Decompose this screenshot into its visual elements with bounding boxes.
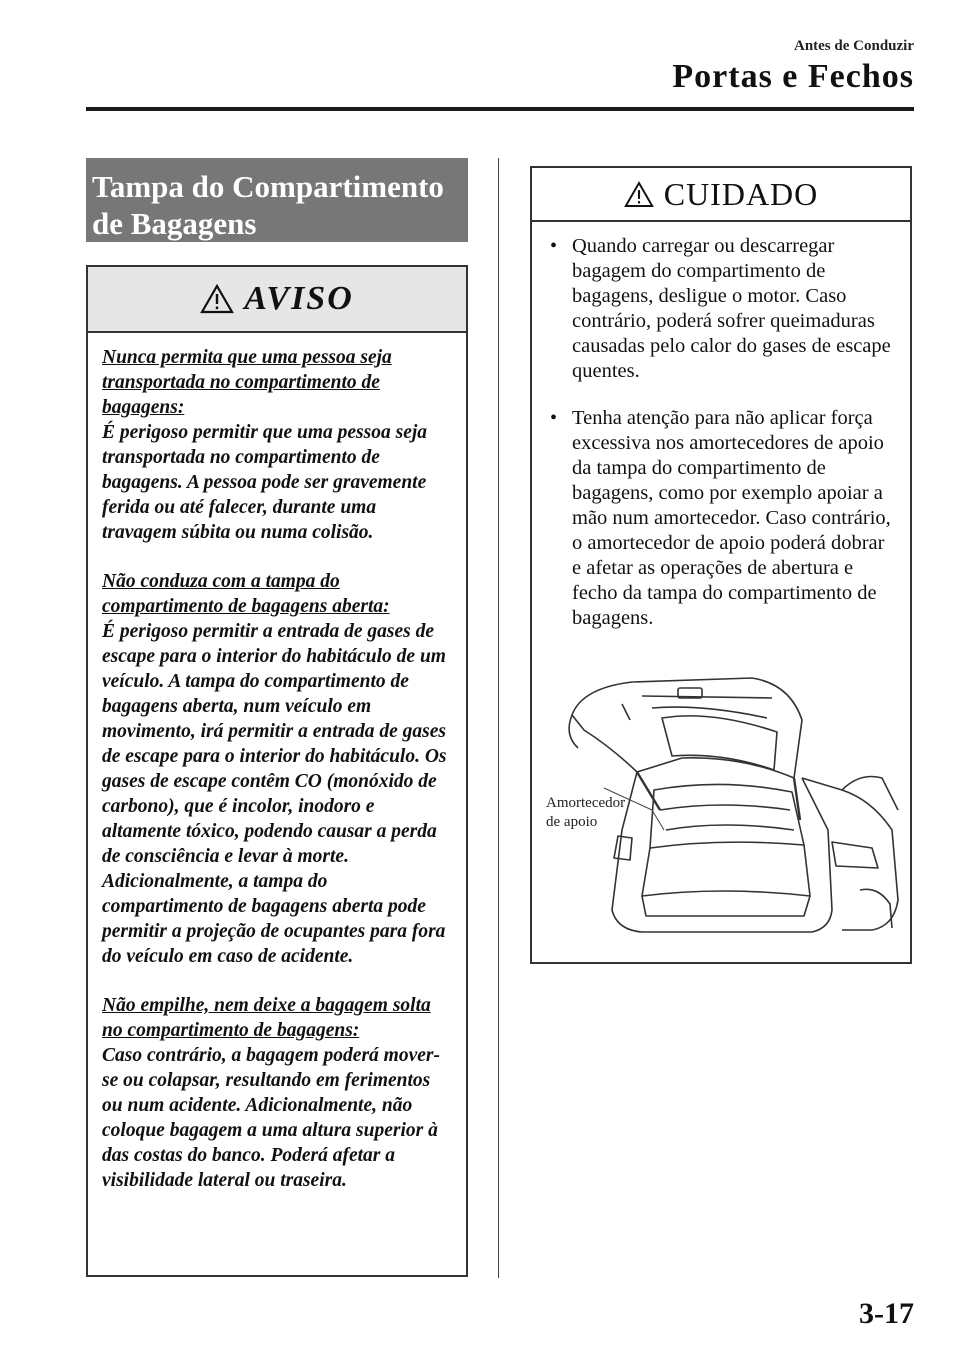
caution-item: [546, 234, 896, 384]
warning-item-text: É perigoso permitir que uma pessoa seja transportada no compartimento de bagagens. A pessoa pode ser gravemente ferida ou até falecer, durante uma travagem súbita ou numa colisão.: [102, 422, 428, 543]
bullet-icon: •: [550, 407, 558, 429]
section-title-line1: Tampa do Compartimento: [92, 169, 444, 204]
warning-item-text: É perigoso permitir a entrada de gases de escape para o interior do habitáculo de um veículo. A tampa do compartimento de bagagens aberta, num veículo em movimento, irá permitir a entrada de gases de escape para o interior do habitáculo. Os gases de escape contêm CO (monóxido de carbono), que é incolor, inodoro e altamente tóxico, podendo causar a perda de consciência e levar à morte. Adicionalmente, a tampa do compartimento de bagagens aberta pode permitir a projeção de ocupantes para fora do veículo em caso de acidente.: [102, 621, 447, 967]
section-title-line2: de Bagagens: [92, 206, 257, 241]
warning-item-heading: Nunca permita que uma pessoa seja transportada no compartimento de bagagens:: [102, 347, 392, 418]
warning-header: [88, 267, 466, 333]
warning-item: [102, 569, 448, 969]
warning-item: [102, 345, 448, 545]
caution-label: CUIDADO: [663, 175, 819, 212]
warning-body: [88, 333, 466, 1193]
section-header: Portas e Fechos: [672, 58, 914, 95]
caution-item: [546, 406, 896, 631]
caution-header: [532, 168, 910, 222]
warning-item-heading: Não conduza com a tampa do compartimento de bagagens aberta:: [102, 571, 390, 617]
warning-label: AVISO: [244, 280, 354, 317]
warning-item-heading: Não empilhe, nem deixe a bagagem solta no compartimento de bagagens:: [102, 995, 431, 1041]
warning-box: [86, 265, 468, 1277]
chapter-header: Antes de Conduzir: [793, 38, 914, 54]
figure-label-line2: de apoio: [546, 814, 598, 830]
caution-body: [532, 222, 910, 631]
warning-item-text: Caso contrário, a bagagem poderá mover-se ou colapsar, resultando em ferimentos ou num acidente. Adicionalmente, não coloque bagagem a uma altura superior à das costas do banco. Poderá afetar a visibilidade lateral ou traseira.: [102, 1045, 440, 1191]
header-rule: [86, 107, 914, 111]
page-number: 3-17: [859, 1297, 914, 1330]
section-title: [86, 158, 468, 242]
caution-item-text: Tenha atenção para não aplicar força excessiva nos amortecedores de apoio da tampa do compartimento de bagagens, como por exemplo apoiar a mão num amortecedor. Caso contrário, o amortecedor de apoio poderá dobrar e afetar as operações de abertura e fecho da tampa do compartimento de bagagens.: [572, 407, 891, 629]
figure-label-line1: Amortecedor: [546, 795, 626, 811]
figure-callout-label: [546, 794, 625, 832]
warning-triangle-icon: [624, 181, 654, 208]
bullet-icon: •: [550, 235, 558, 257]
caution-item-text: Quando carregar ou descarregar bagagem do compartimento de bagagens, desligue o motor. Caso contrário, poderá sofrer queimaduras causadas pelo calor do gases de escape quentes.: [572, 235, 891, 382]
warning-triangle-icon: [200, 284, 234, 314]
column-divider: [498, 158, 499, 1278]
warning-item: [102, 993, 448, 1193]
